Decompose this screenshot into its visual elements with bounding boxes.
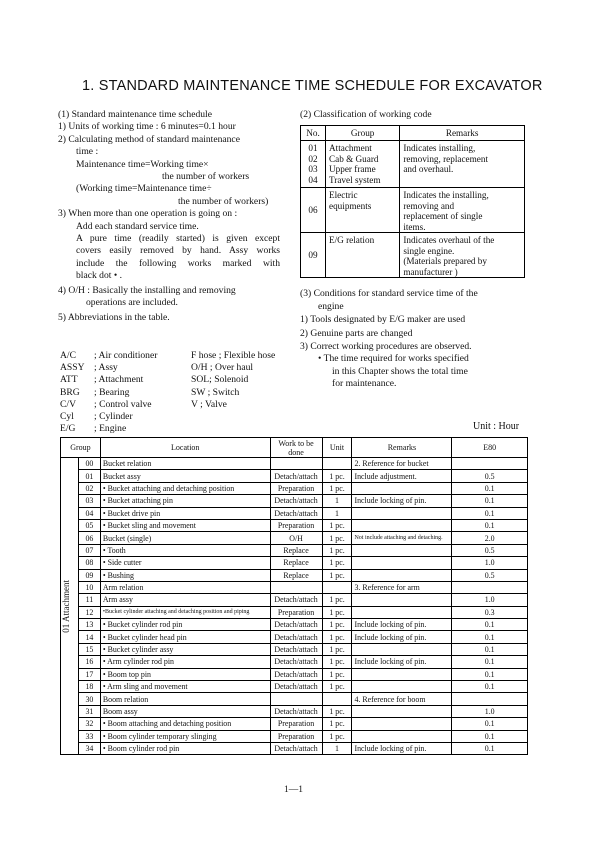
location-cell: • Bushing: [100, 569, 270, 581]
table-row: [61, 643, 528, 655]
location-cell: Boom assy: [100, 705, 270, 717]
group-code: 03: [78, 495, 100, 507]
abbr-pair: O/H ; Over haul: [191, 362, 254, 374]
table-row: [61, 742, 528, 754]
unit-cell: 1 pc.: [322, 482, 352, 494]
table-row: [61, 619, 528, 631]
location-cell: • Boom top pin: [100, 668, 270, 680]
group-side-label: [61, 458, 79, 755]
text-line: 4) O/H : Basically the installing and removing: [58, 284, 236, 296]
text-line: 1) Tools designated by E/G maker are used: [300, 314, 466, 326]
unit-cell: 1 pc.: [322, 470, 352, 482]
text-line: the number of workers: [162, 171, 250, 183]
column-header: Unit: [322, 438, 352, 458]
group-name: Electric: [329, 190, 358, 201]
table-row: [301, 141, 525, 188]
location-cell: • Arm sling and movement: [100, 681, 270, 693]
e80-value: 0.1: [452, 730, 528, 742]
table-row: [61, 594, 528, 606]
work-cell: Preparation: [270, 482, 322, 494]
table-row: [61, 470, 528, 482]
remarks-cell: [352, 594, 452, 606]
work-cell: Detach/attach: [270, 470, 322, 482]
group-code: 16: [78, 656, 100, 668]
text-line: • The time required for works specified: [318, 353, 469, 365]
work-cell: O/H: [270, 532, 322, 544]
unit-cell: 1 pc.: [322, 718, 352, 730]
work-cell: [270, 693, 322, 705]
unit-cell: 1 pc.: [322, 643, 352, 655]
unit-cell: [322, 458, 352, 470]
table-row: [301, 233, 525, 278]
location-cell: • Bucket cylinder head pin: [100, 631, 270, 643]
column-header: Group: [326, 126, 400, 141]
e80-value: 0.1: [452, 519, 528, 531]
abbr-value: ; Bearing: [94, 386, 130, 398]
list-item: [60, 374, 275, 386]
column-header: Remarks: [352, 438, 452, 458]
unit-cell: 1 pc.: [322, 631, 352, 643]
right-column: [300, 109, 526, 391]
e80-value: 0.1: [452, 681, 528, 693]
location-cell: • Bucket cylinder assy: [100, 643, 270, 655]
e80-value: 0.1: [452, 482, 528, 494]
table-row: [61, 631, 528, 643]
text-line: 5) Abbreviations in the table.: [58, 311, 170, 323]
text-line: engine: [318, 300, 344, 312]
work-cell: Preparation: [270, 718, 322, 730]
work-cell: Detach/attach: [270, 495, 322, 507]
table-row: [61, 569, 528, 581]
remarks-cell: Include locking of pin.: [352, 631, 452, 643]
work-cell: Detach/attach: [270, 594, 322, 606]
unit-cell: 1 pc.: [322, 705, 352, 717]
section-heading: (2) Classification of working code: [300, 109, 432, 120]
unit-label: Unit : Hour: [473, 421, 520, 432]
remarks-cell: [352, 668, 452, 680]
remarks-text: single engine.: [403, 245, 455, 256]
unit-cell: [322, 581, 352, 593]
table-body: [61, 458, 528, 755]
table-row: [61, 606, 528, 618]
location-cell: Bucket (single): [100, 532, 270, 544]
location-cell: • Bucket attaching and detaching position: [100, 482, 270, 494]
column-header: Remarks: [400, 126, 525, 141]
text-line: (Working time=Maintenance time÷: [76, 183, 212, 195]
e80-value: 0.1: [452, 643, 528, 655]
unit-cell: 1 pc.: [322, 668, 352, 680]
text-line: include the following works marked with: [76, 257, 280, 269]
code-number: 04: [308, 174, 318, 185]
e80-value: 0.1: [452, 495, 528, 507]
text-line: black dot • .: [76, 270, 122, 282]
abbr-value: ; Control valve: [94, 398, 152, 410]
group-code: 32: [78, 718, 100, 730]
group-code: 11: [78, 594, 100, 606]
remarks-cell: [352, 557, 452, 569]
text-line: (3) Conditions for standard service time of the: [300, 288, 478, 300]
location-cell: Bucket relation: [100, 458, 270, 470]
location-cell: • Bucket sling and movement: [100, 519, 270, 531]
location-cell: • Boom cylinder rod pin: [100, 742, 270, 754]
abbr-value: ; Cylinder: [94, 411, 133, 423]
group-code: 09: [78, 569, 100, 581]
e80-value: 0.1: [452, 619, 528, 631]
list-item: [60, 411, 275, 423]
group-name: Attachment: [329, 143, 372, 154]
unit-cell: 1 pc.: [322, 519, 352, 531]
group-code: 02: [78, 482, 100, 494]
work-cell: Replace: [270, 557, 322, 569]
unit-cell: 1 pc.: [322, 730, 352, 742]
remarks-cell: Include locking of pin.: [352, 656, 452, 668]
abbr-pair: SW ; Switch: [191, 386, 240, 398]
remarks-cell: [352, 519, 452, 531]
e80-value: [452, 693, 528, 705]
text-line: 3) When more than one operation is going on :: [58, 208, 238, 220]
work-cell: Replace: [270, 569, 322, 581]
unit-cell: 1 pc.: [322, 656, 352, 668]
unit-cell: 1 pc.: [322, 557, 352, 569]
remarks-cell: 4. Reference for boom: [352, 693, 452, 705]
table-row: [61, 482, 528, 494]
location-cell: • Side cutter: [100, 557, 270, 569]
unit-cell: 1 pc.: [322, 606, 352, 618]
location-cell: • Bucket attaching pin: [100, 495, 270, 507]
location-cell: • Boom attaching and detaching position: [100, 718, 270, 730]
e80-value: 0.5: [452, 470, 528, 482]
text-line: Maintenance time=Working time×: [76, 158, 209, 170]
group-code: 17: [78, 668, 100, 680]
location-cell: • Tooth: [100, 544, 270, 556]
e80-value: 0.1: [452, 656, 528, 668]
page-number: 1—1: [284, 785, 303, 795]
group-code: 14: [78, 631, 100, 643]
table-row: [61, 557, 528, 569]
text-line: Add each standard service time.: [76, 220, 199, 232]
work-cell: [270, 581, 322, 593]
group-name: Cab & Guard: [329, 153, 379, 164]
text-line: 2) Genuine parts are changed: [300, 327, 413, 339]
text-line: 1) Units of working time : 6 minutes=0.1 hour: [58, 121, 236, 133]
abbr-value: ; Attachment: [94, 374, 144, 386]
text-line: operations are included.: [86, 297, 178, 309]
work-cell: Preparation: [270, 519, 322, 531]
text-line: time :: [76, 146, 99, 158]
table-row: [61, 656, 528, 668]
unit-cell: 1: [322, 507, 352, 519]
table-row: [61, 718, 528, 730]
location-cell: •Bucket cylinder attaching and detaching position and piping: [100, 606, 270, 618]
work-cell: Preparation: [270, 730, 322, 742]
remarks-cell: Not include attaching and detaching.: [352, 532, 452, 544]
text-line: 2) Calculating method of standard maintenance: [58, 133, 240, 145]
group-code: 34: [78, 742, 100, 754]
text-line: for maintenance.: [332, 378, 397, 390]
abbr-pair: SOL; Solenoid: [191, 374, 249, 386]
group-code: 30: [78, 693, 100, 705]
location-cell: Boom relation: [100, 693, 270, 705]
group-code: 33: [78, 730, 100, 742]
location-cell: • Bucket cylinder rod pin: [100, 619, 270, 631]
table-row: [61, 495, 528, 507]
group-name: Upper frame: [329, 164, 376, 175]
work-cell: Detach/attach: [270, 631, 322, 643]
work-cell: Detach/attach: [270, 681, 322, 693]
table-row: [61, 693, 528, 705]
work-cell: Detach/attach: [270, 619, 322, 631]
e80-value: 1.0: [452, 594, 528, 606]
column-header: No.: [301, 126, 326, 141]
group-code: 06: [78, 532, 100, 544]
text-line: (1) Standard maintenance time schedule: [58, 109, 212, 120]
abbr-key: ASSY: [60, 362, 85, 374]
group-code: 10: [78, 581, 100, 593]
table-row: [61, 507, 528, 519]
location-cell: Bucket assy: [100, 470, 270, 482]
remarks-cell: [352, 730, 452, 742]
column-header: E80: [452, 438, 528, 458]
work-cell: Preparation: [270, 606, 322, 618]
unit-cell: 1: [322, 742, 352, 754]
group-name: equipments: [329, 200, 372, 211]
unit-cell: [322, 693, 352, 705]
table-row: [61, 705, 528, 717]
group-code: 31: [78, 705, 100, 717]
code-number: 01: [308, 143, 318, 154]
classification-table: [300, 125, 525, 278]
e80-value: 1.0: [452, 557, 528, 569]
group-name: E/G relation: [329, 235, 375, 246]
abbr-key: Cyl: [60, 411, 74, 423]
work-cell: Detach/attach: [270, 656, 322, 668]
e80-value: [452, 581, 528, 593]
location-cell: • Bucket drive pin: [100, 507, 270, 519]
remarks-cell: [352, 643, 452, 655]
text-line: in this Chapter shows the total time: [332, 365, 468, 377]
text-line: 3) Correct working procedures are observed.: [300, 341, 472, 353]
table-row: [61, 730, 528, 742]
list-item: [60, 423, 275, 435]
remarks-cell: Include locking of pin.: [352, 495, 452, 507]
work-cell: Detach/attach: [270, 705, 322, 717]
remarks-cell: Include locking of pin.: [352, 742, 452, 754]
unit-cell: 1 pc.: [322, 532, 352, 544]
work-cell: Replace: [270, 544, 322, 556]
text-line: covers easily removed by hand. Assy works: [76, 245, 280, 257]
remarks-text: manufacturer ): [403, 266, 458, 277]
remarks-cell: [352, 606, 452, 618]
group-name: Travel system: [329, 174, 381, 185]
list-item: [60, 350, 275, 362]
e80-value: 0.1: [452, 507, 528, 519]
group-code: 08: [78, 557, 100, 569]
unit-cell: 1 pc.: [322, 569, 352, 581]
remarks-text: Indicates installing,: [403, 143, 476, 154]
work-cell: [270, 458, 322, 470]
location-cell: • Boom cylinder temporary slinging: [100, 730, 270, 742]
unit-cell: 1 pc.: [322, 544, 352, 556]
e80-value: 0.5: [452, 544, 528, 556]
e80-value: 0.1: [452, 631, 528, 643]
abbr-key: BRG: [60, 386, 80, 398]
remarks-text: replacement of single: [403, 211, 483, 222]
left-column: [58, 109, 280, 324]
list-item: [60, 387, 275, 399]
group-code: 13: [78, 619, 100, 631]
remarks-cell: Include adjustment.: [352, 470, 452, 482]
remarks-text: Indicates overhaul of the: [403, 235, 495, 246]
remarks-cell: [352, 482, 452, 494]
unit-cell: 1 pc.: [322, 681, 352, 693]
remarks-text: and overhaul.: [403, 164, 454, 175]
table-row: [61, 532, 528, 544]
code-number: 02: [308, 153, 318, 164]
e80-value: 0.3: [452, 606, 528, 618]
list-item: [60, 399, 275, 411]
group-side-text: 01 Attachment: [61, 579, 71, 633]
group-code: 04: [78, 507, 100, 519]
abbr-value: ; Assy: [94, 362, 118, 374]
page-title: 1. STANDARD MAINTENANCE TIME SCHEDULE FOR EXCAVATOR: [82, 78, 543, 94]
remarks-cell: Include locking of pin.: [352, 619, 452, 631]
code-number: 03: [308, 164, 318, 175]
abbr-pair: F hose ; Flexible hose: [191, 350, 276, 361]
code-number: 09: [308, 250, 318, 261]
e80-value: 1.0: [452, 705, 528, 717]
abbr-key: ATT: [60, 374, 78, 386]
abbr-key: E/G: [60, 423, 76, 435]
remarks-text: removing, replacement: [403, 153, 489, 164]
column-header: Work to be done: [270, 438, 322, 458]
group-code: 12: [78, 606, 100, 618]
e80-value: 0.1: [452, 668, 528, 680]
group-code: 00: [78, 458, 100, 470]
table-row: [61, 681, 528, 693]
maintenance-table: [60, 437, 528, 755]
remarks-cell: [352, 544, 452, 556]
e80-value: 2.0: [452, 532, 528, 544]
e80-value: 0.5: [452, 569, 528, 581]
remarks-cell: [352, 507, 452, 519]
unit-cell: 1: [322, 495, 352, 507]
remarks-cell: [352, 569, 452, 581]
remarks-cell: 3. Reference for arm: [352, 581, 452, 593]
location-cell: Arm assy: [100, 594, 270, 606]
e80-value: 0.1: [452, 718, 528, 730]
group-code: 01: [78, 470, 100, 482]
column-header: Group: [61, 438, 101, 458]
work-cell: Detach/attach: [270, 742, 322, 754]
remarks-text: (Materials prepared by: [403, 256, 487, 267]
list-item: [60, 362, 275, 374]
column-header: Location: [100, 438, 270, 458]
abbr-key: C/V: [60, 398, 76, 410]
work-cell: Detach/attach: [270, 668, 322, 680]
group-code: 18: [78, 681, 100, 693]
remarks-cell: [352, 718, 452, 730]
table-row: [61, 581, 528, 593]
remarks-cell: [352, 681, 452, 693]
location-cell: • Arm cylinder rod pin: [100, 656, 270, 668]
unit-cell: 1 pc.: [322, 619, 352, 631]
group-code: 05: [78, 519, 100, 531]
group-code: 07: [78, 544, 100, 556]
code-number: 06: [308, 205, 318, 216]
abbr-key: A/C: [60, 350, 76, 361]
work-cell: Detach/attach: [270, 643, 322, 655]
table-row: [61, 458, 528, 470]
location-cell: Arm relation: [100, 581, 270, 593]
unit-cell: 1 pc.: [322, 594, 352, 606]
remarks-text: items.: [403, 221, 426, 232]
table-row: [61, 668, 528, 680]
abbr-value: ; Engine: [94, 423, 127, 435]
e80-value: 0.1: [452, 742, 528, 754]
work-cell: Detach/attach: [270, 507, 322, 519]
abbreviation-list: [60, 350, 275, 435]
abbr-value: ; Air conditioner: [94, 350, 158, 361]
remarks-cell: 2. Reference for bucket: [352, 458, 452, 470]
remarks-text: Indicates the installing,: [403, 190, 489, 201]
table-row: [301, 188, 525, 233]
remarks-text: removing and: [403, 200, 455, 211]
table-row: [61, 544, 528, 556]
e80-value: [452, 458, 528, 470]
abbr-pair: V ; Valve: [191, 398, 227, 410]
group-code: 15: [78, 643, 100, 655]
remarks-cell: [352, 705, 452, 717]
table-row: [61, 519, 528, 531]
text-line: the number of workers): [178, 195, 269, 207]
text-line: A pure time (readily started) is given except: [76, 233, 280, 245]
